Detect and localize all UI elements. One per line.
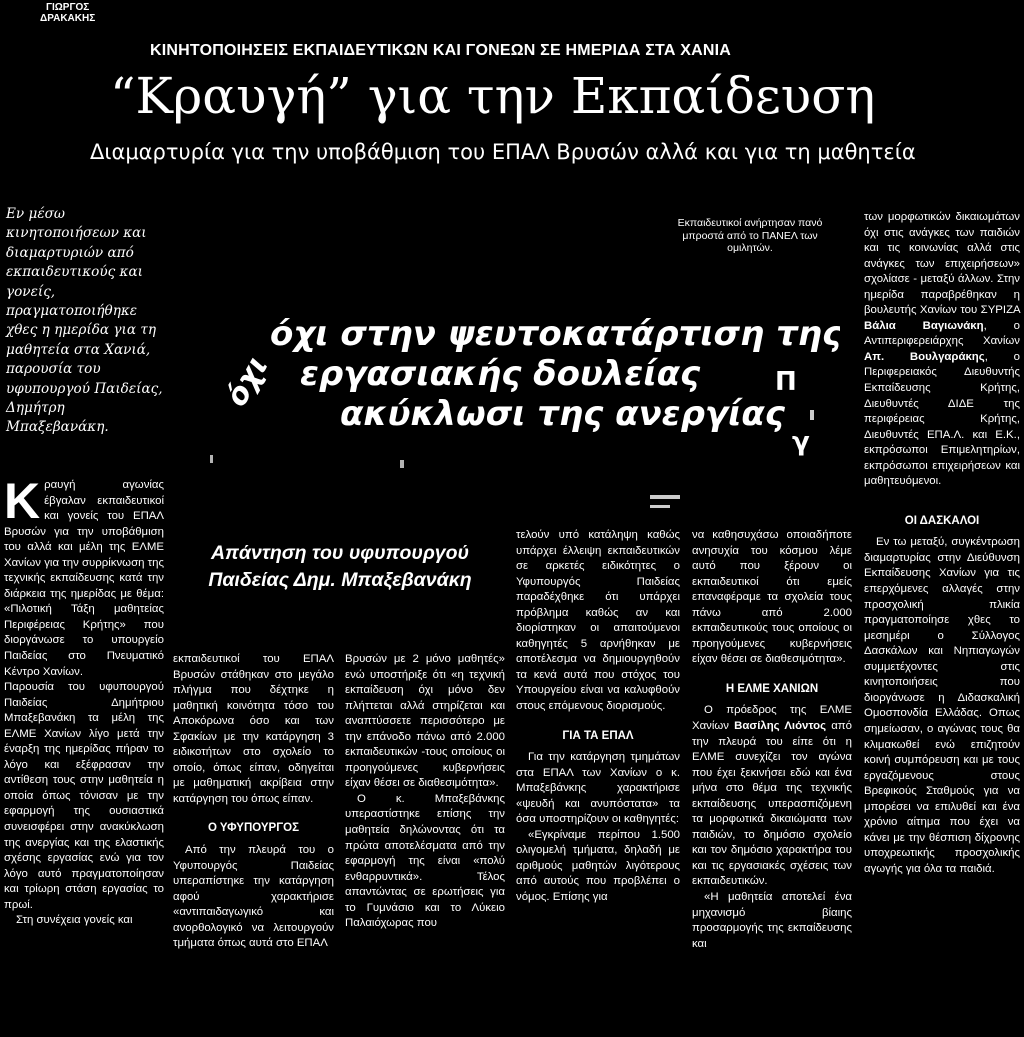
article-column-3 xyxy=(345,652,505,932)
banner-line-3: ακύκλωσι της ανεργίας xyxy=(340,394,785,434)
byline-last-name: ΔΡΑΚΑΚΗΣ xyxy=(40,13,96,24)
column-2-subheading: Ο ΥΦΥΠΟΥΡΓΟΣ xyxy=(208,822,299,835)
byline-first-name: ΓΙΩΡΓΟΣ xyxy=(45,2,90,13)
byline xyxy=(40,2,95,24)
protest-banner-graphic xyxy=(200,290,840,465)
column-1-paragraph-1-text: ραυγή αγωνίας έβγαλαν εκπαιδευτικοί και γονείς του ΕΠΑΛ Βρυσών για την υποβάθμιση του αλλά και μέλη της ΕΛΜΕ Χανίων για την συρρίκνωση της τεχνικής εκπαίδευσης κατά την διάρκεια της ημερίδας με θέμα: «Πιλοτική Τάξη μαθητείας Περιφέρειας Κρήτης» που διοργάνωσε το υπουργείο Παιδείας στο Πνευματικό Κέντρο Χανίων. xyxy=(4,479,164,678)
column-6-paragraph-1-text-b: , ο Αντιπεριφερειάρχης Χανίων xyxy=(864,319,1020,348)
drop-cap: Κ xyxy=(4,473,41,529)
column-1-paragraph-1 xyxy=(4,473,164,680)
article-column-2 xyxy=(173,652,334,952)
column-6-paragraph-1-text-c: , ο Περιφερειακός Διευθυντής Εκπαίδευσης Κρήτης, Διευθυντές ΔΙΔΕ της περιφέρειας Κρήτης, Διευθυντές ΕΠΑ.Λ. και Ε.Κ., εκπρόσωποι Επιμελητηρίων, εκπρόσωποι επιχειρήσεων και μαθητευόμενοι. xyxy=(864,350,1020,488)
article-column-5 xyxy=(692,528,852,952)
kicker: ΚΙΝΗΤΟΠΟΙΗΣΕΙΣ ΕΚΠΑΙΔΕΥΤΙΚΩΝ ΚΑΙ ΓΟΝΕΩΝ ΣΕ ΗΜΕΡΙΔΑ ΣΤΑ ΧΑΝΙΑ xyxy=(150,42,732,59)
column-6-paragraph-2: Εν τω μεταξύ, συγκέντρωση διαμαρτυρίας στην Διεύθυνση Εκπαίδευσης Χανίων για τις επερχόμενες αλλαγές στην προσχολική πλικία πραγματοποίησε χθες το μεσημέρι ο Σύλλογος Δασκάλων και Νηπιαγωγών συμμετέχοντες στις κινητοποιήσεις που διοργάνωσε η Διδασκαλική Ομοσπονδία Ελλάδας. Οπως σημείωσαν, ο αγώνας τους θα κλιμακωθεί ενώ επιζητούν κοινή συμπόρευση και με τους εργαζόμενους στους Βρεφικούς Σταθμούς για να μπορέσει να επιλυθεί και ένα χρόνιο αίτημα που έχει να κάνει με την θέσπιση δίχρονης υποχρεωτικής προσχολικής αγωγής για όλα τα παιδιά. xyxy=(864,536,1020,875)
lead-paragraph: Εν μέσω κινητοποιήσεων και διαμαρτυριών από εκπαιδευτικούς και γονείς, πραγματοποιήθηκε χθες η ημερίδα για τη μαθητεία στα Χανιά, παρουσία του υφυπουργού Παιδείας, Δημήτρη Μπαξεβανάκη. xyxy=(6,206,163,436)
banner-fragment-p: Π xyxy=(775,367,797,397)
banner-prefix: όχι xyxy=(218,350,276,413)
column-4-paragraph-2: Για την κατάργηση τμημάτων στα ΕΠΑΛ των Χανίων ο κ. Μπαξεβάνκης χαρακτήρισε «ψευδή και ανυπόστατα» τα όσα υποστηρίζουν οι καθηγητές: xyxy=(516,751,680,826)
column-1-paragraph-3: Στη συνέχεια γονείς και xyxy=(16,914,133,927)
person-name-vagionaki: Βάλια Βαγιωνάκη xyxy=(864,319,984,332)
photo-caption: Εκπαιδευτικοί ανήρτησαν πανό μπροστά από το ΠΑΝΕΛ των ομιλητών. xyxy=(677,217,823,254)
banner-line-2: εργασιακής δουλείας xyxy=(300,354,701,394)
column-4-paragraph-3: «Εγκρίναμε περίπου 1.500 ολιγομελή τμήματα, δηλαδή με αριθμούς μαθητών λιγότερους από αυτούς που προβλέπει ο νόμος. Επίσης για xyxy=(516,828,680,904)
pull-quote: Απάντηση του υφυπουργού Παιδείας Δημ. Μπαξεβανάκη xyxy=(208,542,472,591)
column-3-paragraph-1: Βρυσών με 2 μόνο μαθητές» ενώ υποστήριξε ότι «η τεχνική εκπαίδευση όχι μόνο δεν πλήττεται αλλά στηρίζεται και αναπτύσσετε περισσότερο με την επάνοδο πάνω από 2.000 εκπαιδευτικών -τους οποίους οι προηγούμενες κυβερνήσεις είχαν θέσει σε διαθεσιμότητα». xyxy=(345,653,505,790)
headline: “Κραυγή” για την Εκπαίδευση xyxy=(110,67,876,125)
column-5-paragraph-2 xyxy=(692,703,852,890)
column-6-paragraph-1-text-a: των μορφωτικών δικαιωμάτων όχι στις ανάγκες των παιδιών και τις κοινωνίας αλλά στις ανάγκες των επιχειρήσεων» σχολίασε - μεταξύ άλλων. Στην ημερίδα παραβρέθηκαν η βουλευτής Χανίων του ΣΥΡΙΖΑ xyxy=(864,211,1020,317)
column-5-subheading: Η ΕΛΜΕ ΧΑΝΙΩΝ xyxy=(725,682,819,695)
person-name-liontos: Βασίλης Λιόντος xyxy=(734,720,827,733)
column-5-paragraph-3: «Η μαθητεία αποτελεί ένα μηχανισμό βίαιης προσαρμογής της εκπαίδευσης και xyxy=(692,891,852,950)
column-5-paragraph-2-text-b: από την πλευρά του είπε ότι η ΕΛΜΕ συνεχίζει τον αγώνα που έχει ξεκινήσει εδώ και ένα μήνα στο θέμα της τεχνικής εκπαίδευσης υπερασπιζόμενη τα μορφωτικά δικαιώματα των παιδιών, το δημόσιο σχολείο και τον δημόσιο χαρακτήρα του και τις εργασιακές σχέσεις των εκπαιδευτικών. xyxy=(692,720,852,888)
column-1-paragraph-2: Παρουσία του υφυπουργού Παιδείας Δημήτριου Μπαξεβανάκη τα μέλη της ΕΛΜΕ Χανίων λίγο μετά την έναρξη της ημερίδας πήραν το λόγο και εξέφρασαν την αντίθεση τους στην μαθητεία η οποία όπως τόνισαν με την εφαρμογή της ουσιαστικά συνεισφέρει στην ανακύκλωση της ανεργίας και της ελαστικής σχέσης εργασίας ενώ για τον λόγο αυτό πραγματοποίησαν και τρίωρη στάση εργασίας το πρωί. xyxy=(4,681,164,911)
column-3-paragraph-2: Ο κ. Μπαξεβάνκης υπεραστίστηκε επίσης την μαθητεία δηλώνοντας ότι τα πρώτα αποτελέσματα από την εφαρμογή της είναι «πολύ ενθαρρυντικά». Τέλος απαντώντας σε ερωτήσεις για το Γυμνάσιο και το Λύκειο Παλαιόχωρας που xyxy=(345,792,505,930)
column-4-subheading: ΓΙΑ ΤΑ ΕΠΑΛ xyxy=(562,729,634,742)
banner-line-1: όχι στην ψευτοκατάρτιση της xyxy=(270,314,840,354)
subheadline: Διαμαρτυρία για την υποβάθμιση του ΕΠΑΛ Βρυσών αλλά και για τη μαθητεία xyxy=(90,140,916,164)
column-2-paragraph-1: εκπαιδευτικοί του ΕΠΑΛ Βρυσών στάθηκαν στο μεγάλο πλήγμα που δέχτηκε η μαθητική κοινότητα τόσο του Αποκόρωνα όσο και των Σφακίων με την κατάργηση 3 ειδικοτήτων στο σχολείο το οποίο, όπως είπαν, οδηγείται με μαθηματική ακρίβεια στην κατάργηση του όπως είπαν. xyxy=(173,653,334,805)
protest-banner xyxy=(200,290,840,465)
column-5-paragraph-1: να καθησυχάσω οποιαδήποτε ανησυχία του κόσμου λέμε αυτό που ξέρουν οι εκπαιδευτικοί ότι εμείς επαναφέραμε τα σχολεία τους πάνω από 2.000 εκπαιδευτικούς τους οποίους οι προηγούμενες κυβερνήσεις είχαν θέσει σε διαθεσιμότητα». xyxy=(692,529,852,666)
column-4-paragraph-1: τελούν υπό κατάληψη καθώς υπάρχει έλλειψη εκπαιδευτικών σε αρκετές ειδικότητες ο Υφυπουργός Παιδείας παραδέχθηκε ότι υπάρχει πρόβλημα καθώς αν και διορίστηκαν οι απαιτούμενοι καθηγητές 5 αρνήθηκαν με αποτέλεσμα να δημιουργηθούν τα κενά αυτά που στόχος του Υπουργείου είναι να καλυφθούν στους επόμενους διορισμούς. xyxy=(516,529,680,713)
column-2-paragraph-2: Από την πλευρά του ο Υφυπουργός Παιδείας υπεραπίστηκε την κατάργηση αφού χαρακτήρισε «αντιπαιδαγωγικό και ανορθολογικό να λειτουργούν τμήματα όπως αυτά στο ΕΠΑΛ xyxy=(173,844,334,950)
article-column-6 xyxy=(864,210,1020,877)
article-column-4 xyxy=(516,528,680,906)
banner-fragment-g: γ xyxy=(792,427,810,457)
column-6-paragraph-1 xyxy=(864,210,1020,490)
column-5-paragraph-2-text-a: Ο πρόεδρος της ΕΛΜΕ Χανίων xyxy=(692,704,852,733)
column-6-subheading: ΟΙ ΔΑΣΚΑΛΟΙ xyxy=(904,514,980,527)
person-name-voulgarakis: Απ. Βουλγαράκης xyxy=(864,350,985,363)
article-column-1 xyxy=(4,473,164,929)
